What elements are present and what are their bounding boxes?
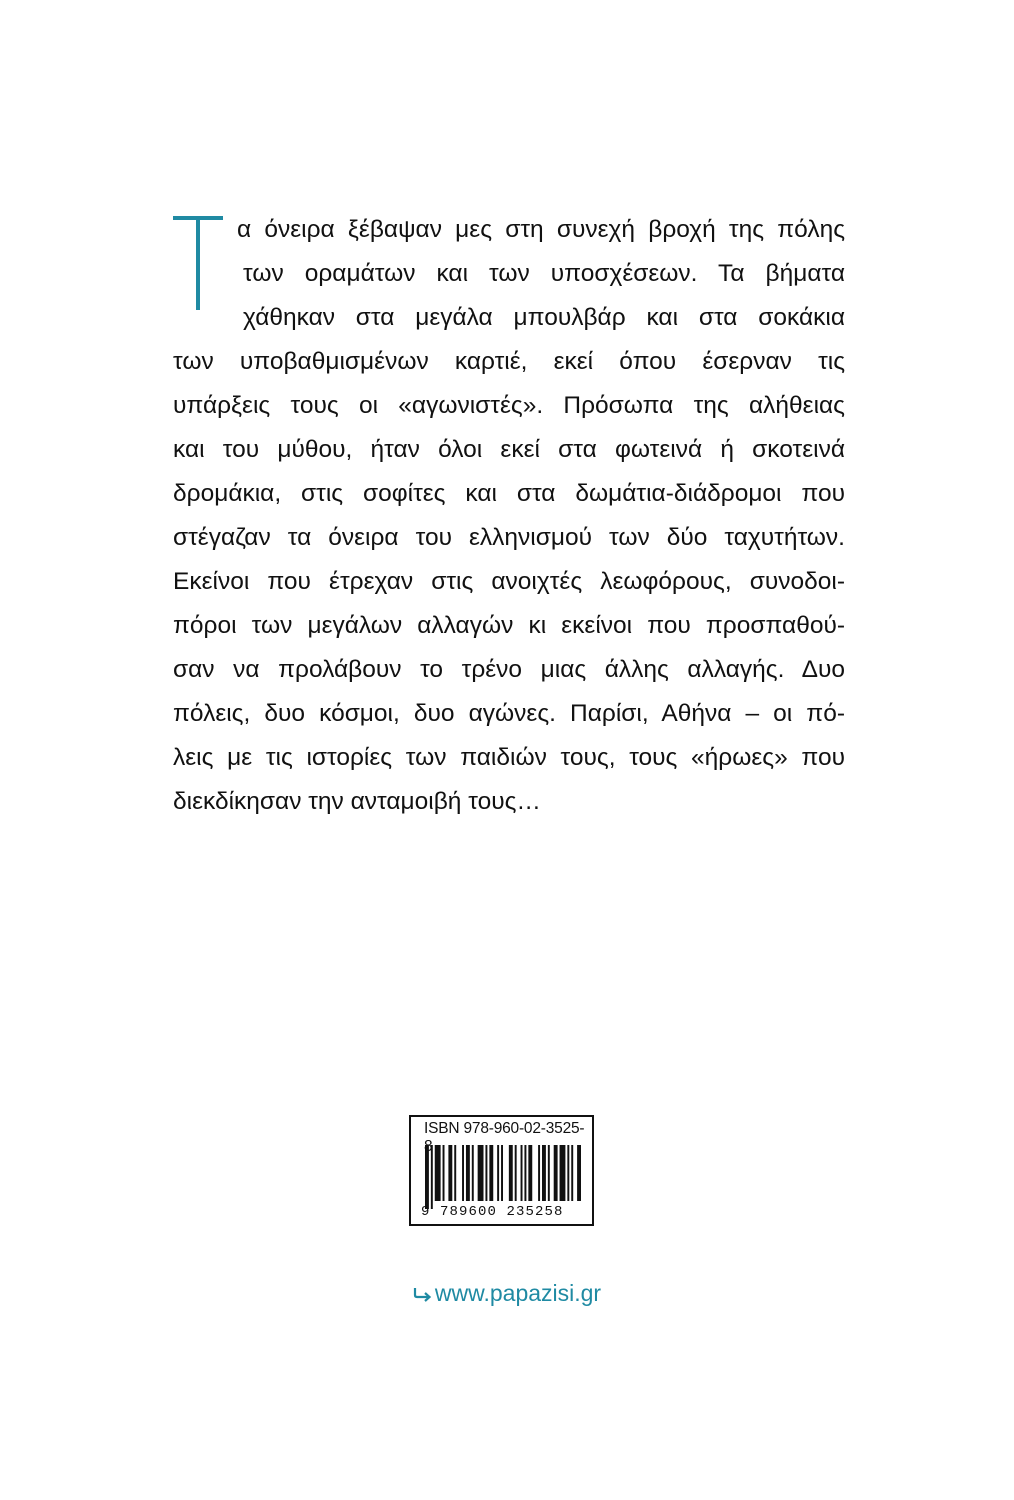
- barcode-bar: [542, 1145, 546, 1201]
- barcode-bar: [485, 1145, 487, 1201]
- barcode-bar: [448, 1145, 452, 1201]
- barcode-bar: [524, 1145, 526, 1201]
- publisher-website[interactable]: [0, 1280, 1014, 1307]
- barcode-bar: [577, 1145, 581, 1201]
- barcode-bar: [501, 1145, 503, 1201]
- barcode-bar: [528, 1145, 532, 1201]
- barcode-bar: [454, 1145, 456, 1201]
- barcode-bar: [435, 1145, 441, 1201]
- blurb-line: α όνειρα ξέβαψαν μες στη συνεχή βροχή της πόλης: [237, 216, 845, 243]
- blurb-line: λεις με τις ιστορίες των παιδιών τους, τους «ήρωες» που: [173, 744, 845, 771]
- blurb-line: διεκδίκησαν την ανταμοιβή τους…: [173, 788, 541, 815]
- drop-cap-tau: [173, 216, 229, 312]
- blurb-line: και του μύθου, ήταν όλοι εκεί στα φωτεινά ή σκοτεινά: [173, 436, 845, 463]
- barcode-bar: [425, 1145, 429, 1209]
- blurb-line: Εκείνοι που έτρεχαν στις ανοιχτές λεωφόρους, συνοδοι-: [173, 568, 845, 595]
- barcode-bar: [521, 1145, 523, 1201]
- blurb-line: δρομάκια, στις σοφίτες και στα δωμάτια-διάδρομοι που: [173, 480, 845, 507]
- barcode-bar: [538, 1145, 540, 1201]
- barcode-bar: [567, 1145, 569, 1201]
- drop-cap-stem: [196, 216, 200, 310]
- barcode-bar: [443, 1145, 445, 1201]
- barcode-bar: [554, 1145, 558, 1201]
- blurb-line: πόροι των μεγάλων αλλαγών κι εκείνοι που προσπαθού-: [173, 612, 845, 639]
- blurb-line: στέγαζαν τα όνειρα του ελληνισμού των δύο ταχυτήτων.: [173, 524, 845, 551]
- blurb-line: χάθηκαν στα μεγάλα μπουλβάρ και στα σοκάκια: [243, 304, 845, 331]
- blurb-line: πόλεις, δυο κόσμοι, δυο αγώνες. Παρίσι, Αθήνα – οι πό-: [173, 700, 845, 727]
- blurb-line: των οραμάτων και των υποσχέσεων. Τα βήματα: [243, 260, 845, 287]
- barcode-bar: [489, 1145, 493, 1201]
- barcode-bar: [466, 1145, 470, 1201]
- barcode-bar: [515, 1145, 517, 1201]
- ean-digits: 9 789600 235258: [421, 1204, 564, 1220]
- barcode-bar: [548, 1145, 550, 1201]
- isbn-label: ISBN 978-960-02-3525-: [424, 1120, 585, 1137]
- barcode-bar: [472, 1145, 474, 1201]
- barcode-bar: [431, 1145, 433, 1209]
- barcode-bar: [571, 1145, 573, 1201]
- blurb-line: σαν να προλάβουν το τρένο μιας άλλης αλλαγής. Δυο: [173, 656, 845, 683]
- barcode-bar: [509, 1145, 513, 1201]
- barcode-bar: [478, 1145, 484, 1201]
- hook-arrow-icon: [413, 1280, 433, 1307]
- blurb-line: υπάρξεις τους οι «αγωνιστές». Πρόσωπα της αλήθειας: [173, 392, 845, 419]
- barcode-graphic: [421, 1145, 583, 1209]
- website-url[interactable]: www.papazisi.gr: [434, 1280, 602, 1306]
- barcode-bar: [462, 1145, 464, 1201]
- blurb-line: των υποβαθμισμένων καρτιέ, εκεί όπου έσερναν τις: [173, 348, 845, 375]
- barcode-bar: [497, 1145, 499, 1201]
- isbn-barcode-box: [409, 1115, 594, 1226]
- barcode-bar: [560, 1145, 566, 1201]
